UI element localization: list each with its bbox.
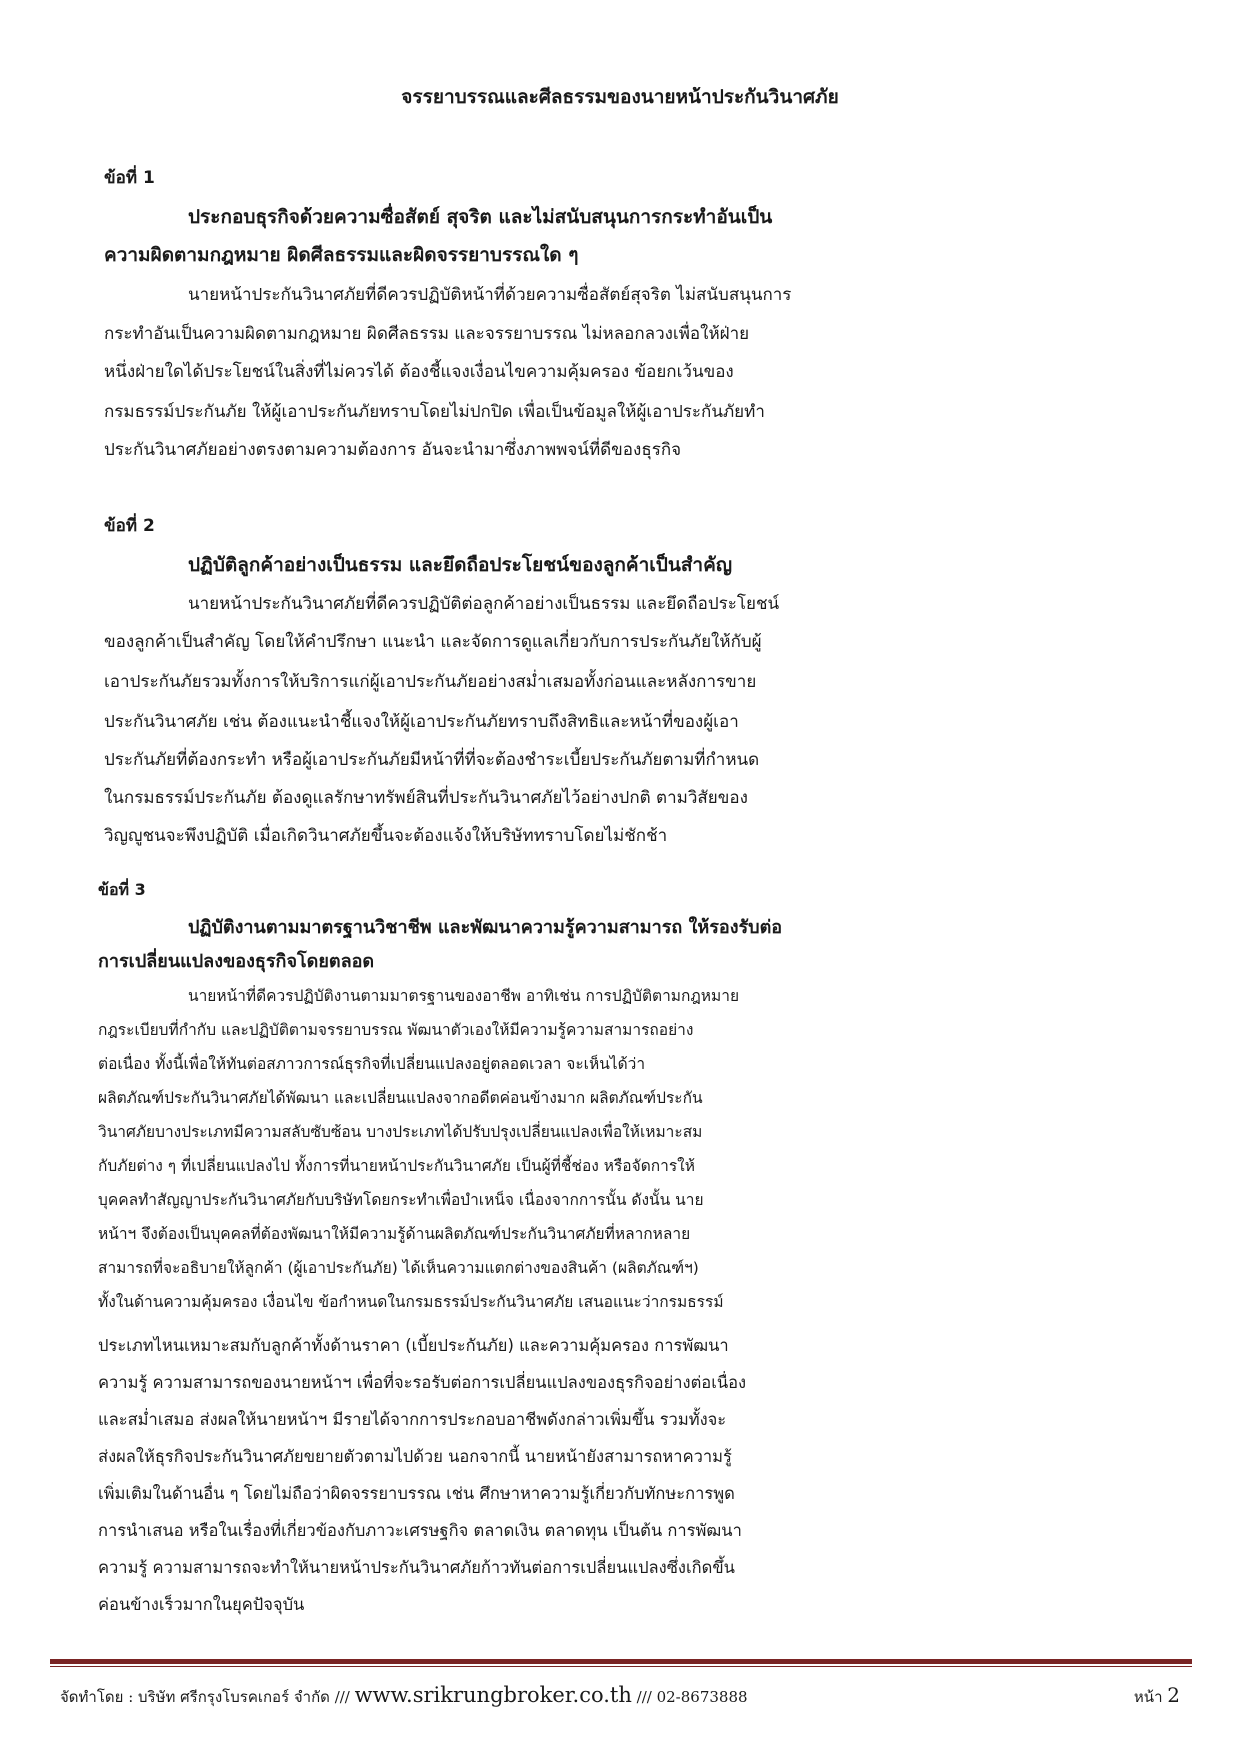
section-heading-line: ความผิดตามกฎหมาย ผิดศีลธรรมและผิดจรรยาบรรณใด ๆ: [104, 244, 579, 266]
paragraph-line: เอาประกันภัยรวมทั้งการให้บริการแก่ผู้เอาประกันภัยอย่างสม่ำเสมอทั้งก่อนและหลังการขาย: [104, 672, 757, 692]
footer-prefix: จัดทำโดย : บริษัท ศรีกรุงโบรคเกอร์ จำกัด ///: [60, 1688, 355, 1706]
document-title: จรรยาบรรณและศีลธรรมของนายหน้าประกันวินาศภัย: [401, 86, 839, 108]
page-number-label: หน้า: [1133, 1688, 1168, 1706]
paragraph-line: หน้าฯ จึงต้องเป็นบุคคลที่ต้องพัฒนาให้มีความรู้ด้านผลิตภัณฑ์ประกันวินาศภัยที่หลากหลาย: [98, 1225, 691, 1243]
paragraph-line: วินาศภัยบางประเภทมีความสลับซับซ้อน บางประเภทได้ปรับปรุงเปลี่ยนแปลงเพื่อให้เหมาะสม: [98, 1123, 703, 1141]
footer-divider: [50, 1659, 1192, 1664]
paragraph-line: ค่อนข้างเร็วมากในยุคปัจจุบัน: [98, 1595, 305, 1614]
footer-divider-thin: [50, 1666, 1192, 1667]
paragraph-line: กระทำอันเป็นความผิดตามกฎหมาย ผิดศีลธรรม และจรรยาบรรณ ไม่หลอกลวงเพื่อให้ฝ่าย: [104, 324, 750, 344]
paragraph-line: การนำเสนอ หรือในเรื่องที่เกี่ยวข้องกับภาวะเศรษฐกิจ ตลาดเงิน ตลาดทุน เป็นต้น การพัฒนา: [98, 1521, 742, 1540]
paragraph-line: นายหน้าประกันวินาศภัยที่ดีควรปฏิบัติหน้าที่ด้วยความซื่อสัตย์สุจริต ไม่สนับสนุนการ: [188, 285, 792, 305]
footer-website: www.srikrungbroker.co.th: [354, 1683, 632, 1707]
paragraph-line: ทั้งในด้านความคุ้มครอง เงื่อนไข ข้อกำหนดในกรมธรรม์ประกันวินาศภัย เสนอแนะว่ากรมธรรม์: [98, 1293, 724, 1311]
paragraph-line: ส่งผลให้ธุรกิจประกันวินาศภัยขยายตัวตามไปด้วย นอกจากนี้ นายหน้ายังสามารถหาความรู้: [98, 1447, 732, 1466]
paragraph-line: ความรู้ ความสามารถของนายหน้าฯ เพื่อที่จะรอรับต่อการเปลี่ยนแปลงของธุรกิจอย่างต่อเนื่อง: [98, 1373, 747, 1392]
paragraph-line: ผลิตภัณฑ์ประกันวินาศภัยได้พัฒนา และเปลี่ยนแปลงจากอดีตค่อนข้างมาก ผลิตภัณฑ์ประกัน: [98, 1089, 703, 1107]
paragraph-line: บุคคลทำสัญญาประกันวินาศภัยกับบริษัทโดยกระทำเพื่อบำเหน็จ เนื่องจากการนั้น ดังนั้น นาย: [98, 1191, 704, 1209]
paragraph-line: ประกันภัยที่ต้องกระทำ หรือผู้เอาประกันภัยมีหน้าที่ที่จะต้องชำระเบี้ยประกันภัยตามที่กำหนด: [104, 750, 760, 770]
paragraph-line: ของลูกค้าเป็นสำคัญ โดยให้คำปรึกษา แนะนำ และจัดการดูแลเกี่ยวกับการประกันภัยให้กับผู้: [104, 632, 762, 652]
paragraph-line: ความรู้ ความสามารถจะทำให้นายหน้าประกันวินาศภัยก้าวทันต่อการเปลี่ยนแปลงซึ่งเกิดขึ้น: [98, 1558, 735, 1577]
section-label: ข้อที่ 1: [104, 168, 155, 188]
paragraph-line: ในกรมธรรม์ประกันภัย ต้องดูแลรักษาทรัพย์สินที่ประกันวินาศภัยไว้อย่างปกติ ตามวิสัยของ: [104, 788, 748, 808]
paragraph-line: ประกันวินาศภัยอย่างตรงตามความต้องการ อันจะนำมาซึ่งภาพพจน์ที่ดีของธุรกิจ: [104, 440, 682, 460]
paragraph-line: นายหน้าที่ดีควรปฏิบัติงานตามมาตรฐานของอาชีพ อาทิเช่น การปฏิบัติตามกฎหมาย: [188, 987, 740, 1005]
paragraph-line: และสม่ำเสมอ ส่งผลให้นายหน้าฯ มีรายได้จากการประกอบอาชีพดังกล่าวเพิ่มขึ้น รวมทั้งจะ: [98, 1410, 727, 1429]
footer-separator: ///: [631, 1688, 657, 1706]
paragraph-line: นายหน้าประกันวินาศภัยที่ดีควรปฏิบัติต่อลูกค้าอย่างเป็นธรรม และยึดถือประโยชน์: [188, 594, 780, 614]
footer-phone: 02-8673888: [656, 1688, 748, 1706]
section-heading-line: ปฏิบัติลูกค้าอย่างเป็นธรรม และยึดถือประโยชน์ของลูกค้าเป็นสำคัญ: [188, 554, 733, 576]
section-label: ข้อที่ 2: [104, 516, 155, 536]
section-heading-line: ปฏิบัติงานตามมาตรฐานวิชาชีพ และพัฒนาความรู้ความสามารถ ให้รองรับต่อ: [188, 917, 783, 938]
paragraph-line: ประเภทไหนเหมาะสมกับลูกค้าทั้งด้านราคา (เบี้ยประกันภัย) และความคุ้มครอง การพัฒนา: [98, 1336, 729, 1355]
paragraph-line: กรมธรรม์ประกันภัย ให้ผู้เอาประกันภัยทราบโดยไม่ปกปิด เพื่อเป็นข้อมูลให้ผู้เอาประกันภัยทำ: [104, 402, 765, 422]
footer-credits: [60, 1680, 748, 1712]
page-footer: [60, 1680, 1180, 1710]
section-heading-line: ประกอบธุรกิจด้วยความซื่อสัตย์ สุจริต และไม่สนับสนุนการกระทำอันเป็น: [188, 206, 773, 228]
section-heading-line: การเปลี่ยนแปลงของธุรกิจโดยตลอด: [98, 951, 375, 972]
section-label: ข้อที่ 3: [98, 880, 146, 899]
paragraph-line: เพิ่มเติมในด้านอื่น ๆ โดยไม่ถือว่าผิดจรรยาบรรณ เช่น ศึกษาหาความรู้เกี่ยวกับทักษะการพูด: [98, 1484, 735, 1503]
paragraph-line: กฎระเบียบที่กำกับ และปฏิบัติตามจรรยาบรรณ พัฒนาตัวเองให้มีความรู้ความสามารถอย่าง: [98, 1021, 694, 1039]
paragraph-line: ต่อเนื่อง ทั้งนี้เพื่อให้ทันต่อสภาวการณ์ธุรกิจที่เปลี่ยนแปลงอยู่ตลอดเวลา จะเห็นได้ว่า: [98, 1055, 646, 1073]
paragraph-line: หนึ่งฝ่ายใดได้ประโยชน์ในสิ่งที่ไม่ควรได้ ต้องชี้แจงเงื่อนไขความคุ้มครอง ข้อยกเว้นของ: [104, 362, 734, 382]
paragraph-line: วิญญูชนจะพึงปฏิบัติ เมื่อเกิดวินาศภัยขึ้นจะต้องแจ้งให้บริษัททราบโดยไม่ชักช้า: [104, 826, 668, 846]
paragraph-line: ประกันวินาศภัย เช่น ต้องแนะนำชี้แจงให้ผู้เอาประกันภัยทราบถึงสิทธิและหน้าที่ของผู้เอา: [104, 712, 739, 732]
paragraph-line: สามารถที่จะอธิบายให้ลูกค้า (ผู้เอาประกันภัย) ได้เห็นความแตกต่างของสินค้า (ผลิตภัณฑ์ฯ): [98, 1259, 699, 1277]
page-number: [1134, 1680, 1180, 1712]
page-number-value: 2: [1167, 1683, 1180, 1707]
paragraph-line: กับภัยต่าง ๆ ที่เปลี่ยนแปลงไป ทั้งการที่นายหน้าประกันวินาศภัย เป็นผู้ที่ชี้ช่อง หรือจัดการให้: [98, 1157, 695, 1175]
